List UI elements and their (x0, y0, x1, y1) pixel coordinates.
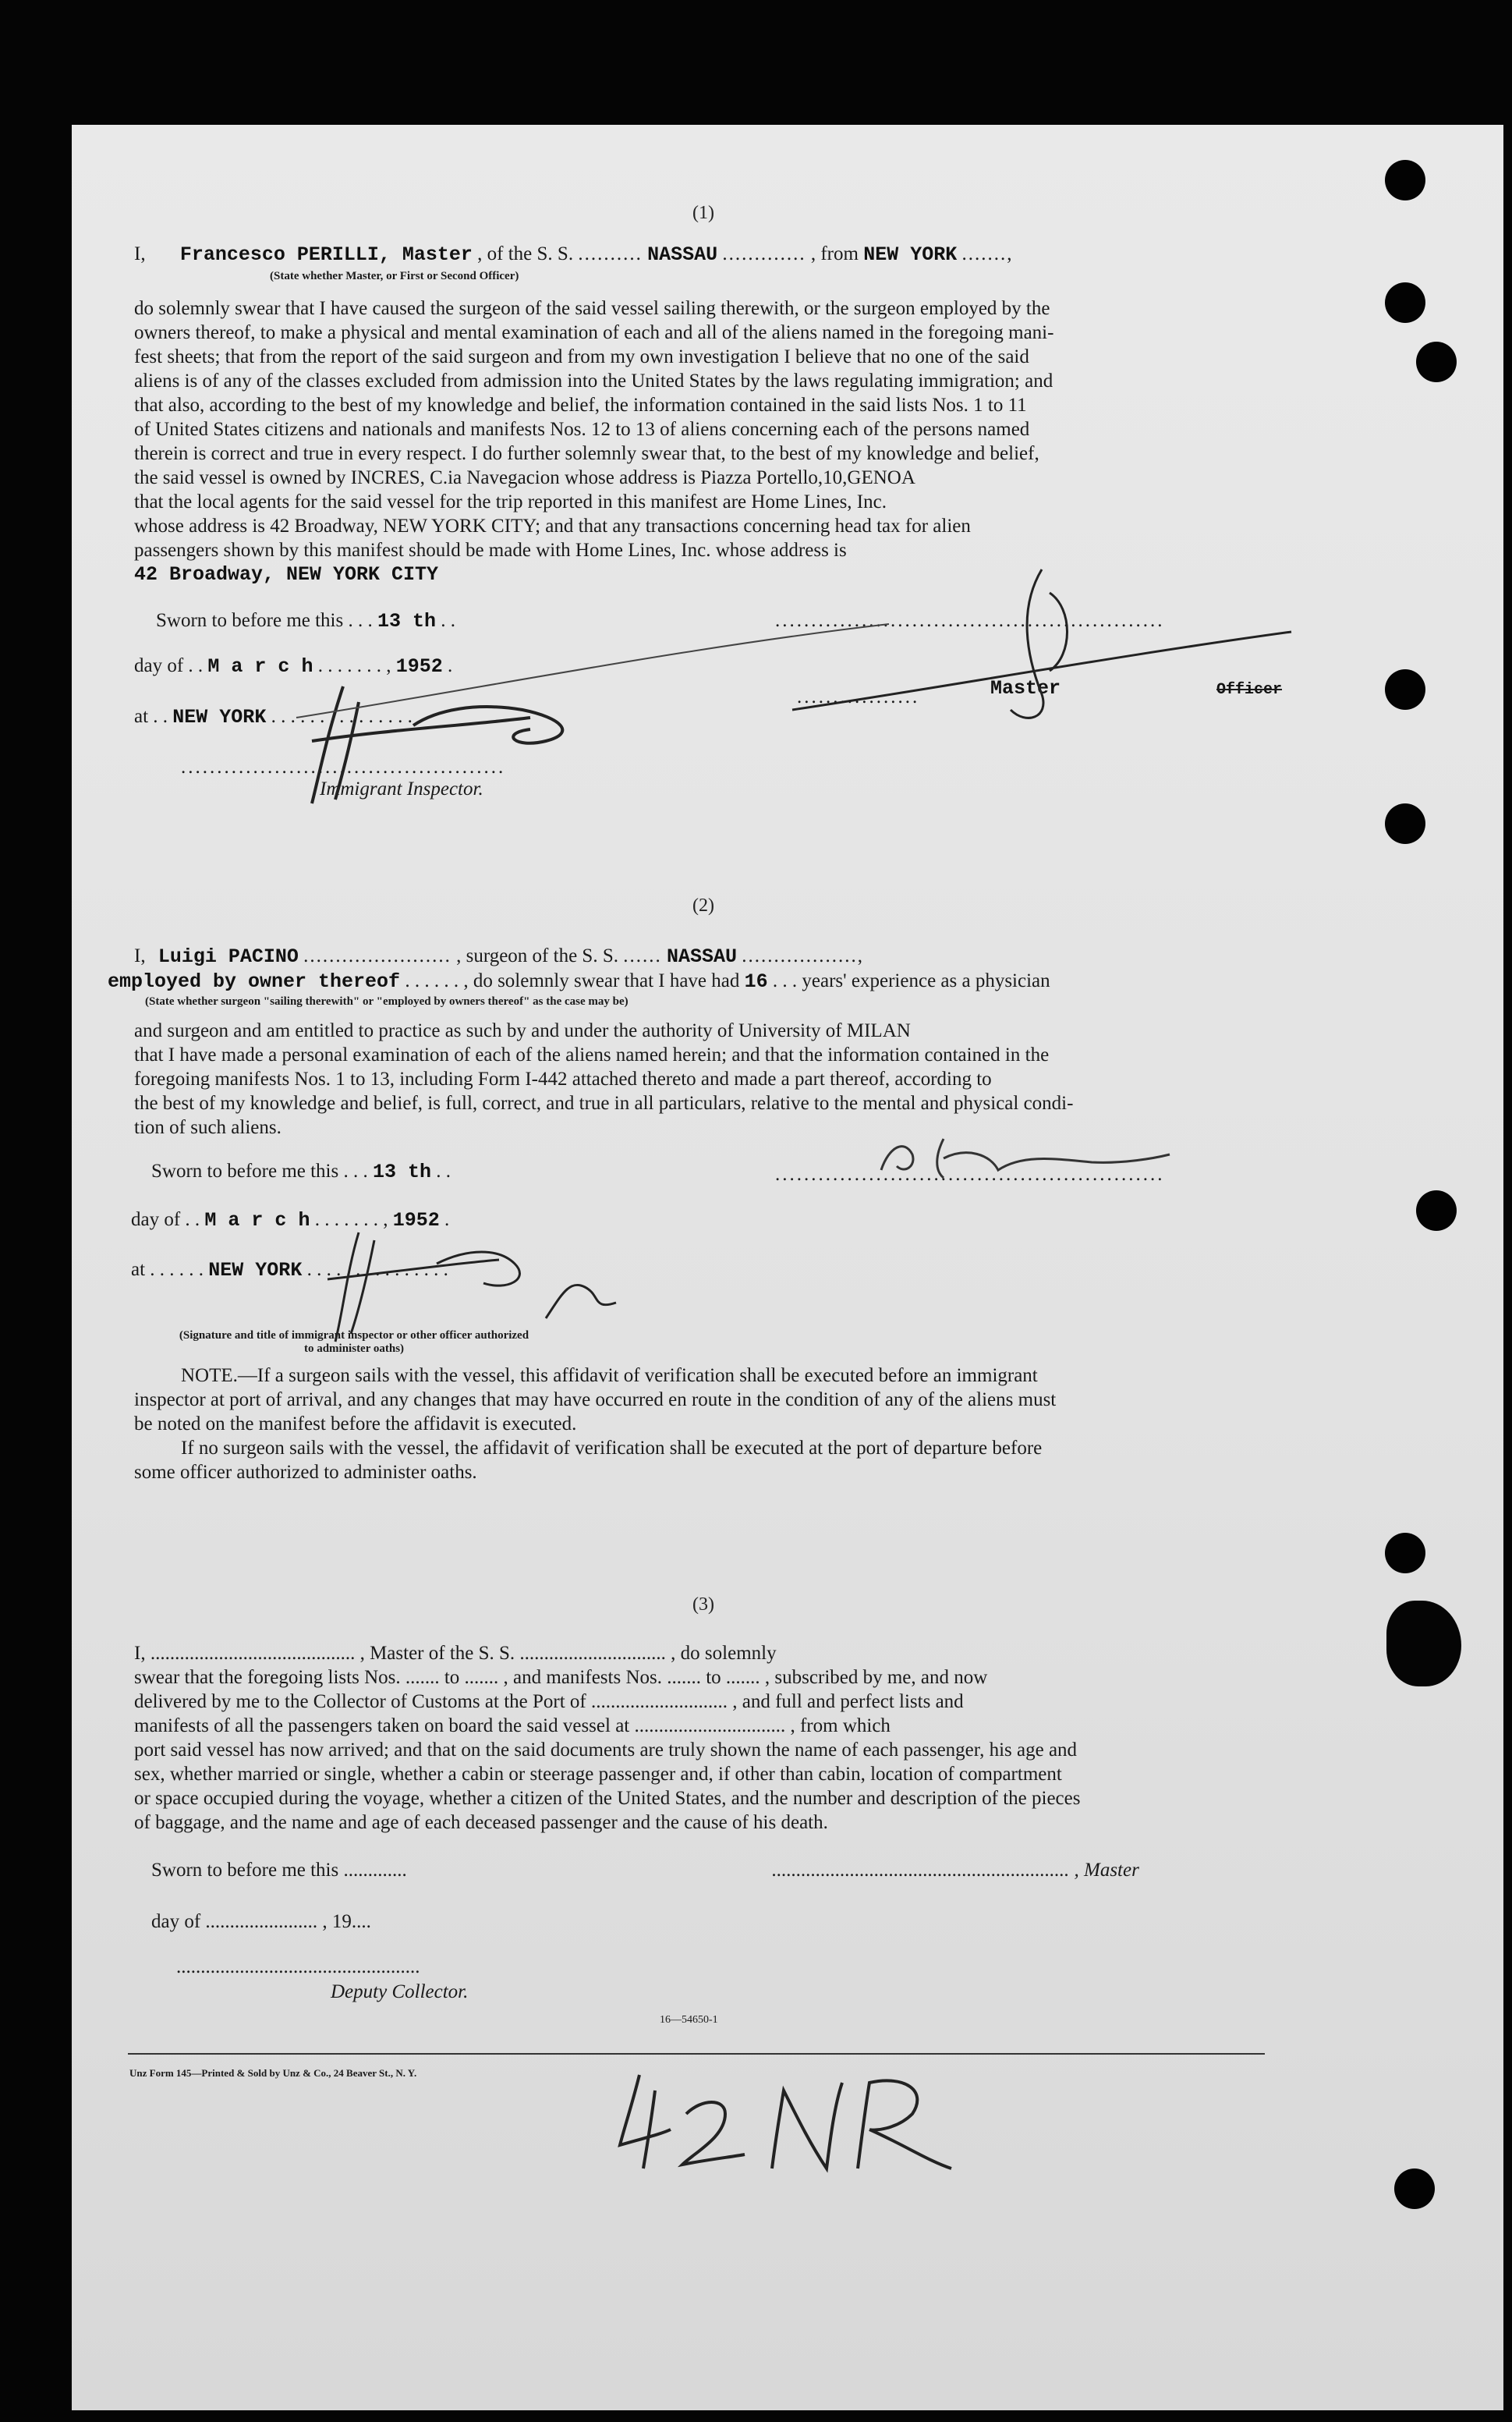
vessel-name: NASSAU (647, 243, 718, 266)
punch-hole (1385, 282, 1425, 323)
surgeon-signature (873, 1123, 1185, 1186)
body-line: fest sheets; that from the report of the said surgeon and from my own investigation I believe that no one of the said (134, 346, 1029, 367)
year: 1952 (392, 1209, 440, 1232)
master-dots: ................. (797, 686, 920, 707)
punch-hole (1385, 160, 1425, 200)
note-line: be noted on the manifest before the affidavit is executed. (134, 1413, 577, 1434)
signature-note-text: (Signature and title of immigrant inspector or other officer authorized to administer oaths) (179, 1329, 529, 1355)
inspector-dots: ............................................. (181, 757, 506, 778)
master-signature (792, 562, 1338, 718)
day-of-label: day of (131, 1209, 181, 1230)
from-label: , from (810, 243, 859, 264)
section-2-body (134, 1019, 1268, 1140)
sworn-line-1: Sworn to before me this . . . 13 th . . (156, 610, 455, 633)
year: 1952 (395, 655, 443, 678)
surgeon-signature-line: ...................................................... (775, 1164, 1165, 1185)
years-suffix: years' experience as a physician (802, 970, 1050, 991)
body-line: port said vessel has now arrived; and that on the said documents are truly shown the name of each passenger, his age and (134, 1739, 1078, 1761)
surgeon-name: Luigi PACINO (158, 945, 299, 968)
surgeon-of-label: , surgeon of the S. S. (456, 945, 618, 966)
prefix: I, (134, 243, 146, 264)
body-line: aliens is of any of the classes excluded from admission into the United States by the laws regulating immigration; and (134, 371, 1053, 392)
sworn-day: 13 th (377, 610, 436, 633)
agents-line: that the local agents for the said vessel for the trip reported in this manifest are Home Lines, Inc. (134, 491, 887, 512)
sworn-label: Sworn to before me this (156, 610, 344, 631)
employ-note: (State whether surgeon "sailing therewith" or "employed by owners thereof" as the case may be) (145, 995, 629, 1008)
body-line: delivered by me to the Collector of Customs at the Port of ............................ , and full and perfect lists and (134, 1691, 964, 1712)
master-signature-line: ...................................................... (775, 610, 1165, 631)
day-of-line-3: day of ....................... , 19.... (151, 1911, 371, 1932)
surgeon-line: I, Luigi PACINO ....................... , surgeon of the S. S. ...... NASSAU .................., (134, 945, 864, 968)
day-of-line-1: day of . . M a r c h . . . . . . . , 1952 . (134, 655, 453, 678)
years-experience: 16 (744, 970, 768, 993)
note-line: inspector at port of arrival, and any changes that may have occurred en route in the condition of any of the aliens must (134, 1389, 1057, 1410)
state-whether-note: (State whether Master, or First or Second Officer) (270, 270, 519, 282)
master-title: Master (990, 677, 1061, 700)
body-line: of baggage, and the name and age of each deceased passenger and the cause of his death. (134, 1812, 828, 1833)
note-line: some officer authorized to administer oaths. (134, 1462, 477, 1483)
departure-port: NEW YORK (863, 243, 958, 266)
employment-line: employed by owner thereof . . . . . . , do solemnly swear that I have had 16 . . . years' experience as a physician (108, 970, 1050, 993)
at-label: at (134, 706, 149, 727)
at-label: at (131, 1259, 146, 1280)
authority-line: and surgeon and am entitled to practice as such by and under the authority of University of MILAN (134, 1020, 911, 1041)
head-tax-address: 42 Broadway, NEW YORK CITY (134, 563, 439, 586)
body-line: sex, whether married or single, whether a cabin or steerage passenger and, if other than cabin, location of compartment (134, 1764, 1062, 1785)
of-ss-label: , of the S. S. (477, 243, 574, 264)
employment: employed by owner thereof (108, 970, 401, 993)
punch-hole (1394, 2168, 1435, 2209)
body-line: swear that the foregoing lists Nos. ....... to ....... , and manifests Nos. ....... to ....... , subscribed by me, and now (134, 1667, 988, 1688)
body-line: the best of my knowledge and belief, is full, correct, and true in all particulars, relative to the mental and physical condi- (134, 1093, 1074, 1114)
vessel-name: NASSAU (666, 945, 737, 968)
sworn-label: Sworn to before me this (151, 1161, 339, 1182)
edge-blotch (1386, 1601, 1461, 1686)
note-block (134, 1363, 1268, 1484)
officer-title: Officer (1216, 681, 1283, 699)
section-1-body (134, 296, 1268, 587)
note-line: If no surgeon sails with the vessel, the affidavit of verification shall be executed at the port of departure before (181, 1438, 1043, 1459)
punch-hole (1416, 342, 1457, 382)
body-line: therein is correct and true in every respect. I do further solemnly swear that, to the best of my knowledge and belief, (134, 443, 1039, 464)
section-1-number: (1) (692, 203, 714, 223)
punch-hole (1385, 1533, 1425, 1573)
day-of-label: day of (134, 655, 184, 676)
deputy-collector-label: Deputy Collector. (331, 1981, 469, 2002)
note-line: NOTE.—If a surgeon sails with the vessel, this affidavit of verification shall be executed before an immigrant (181, 1365, 1038, 1386)
punch-hole (1385, 669, 1425, 710)
place: NEW YORK (172, 706, 267, 729)
body-line: that I have made a personal examination of each of the aliens named herein; and that the information contained in the (134, 1044, 1050, 1066)
place: NEW YORK (208, 1259, 303, 1282)
punch-hole (1416, 1190, 1457, 1231)
printer-footer: Unz Form 145—Printed & Sold by Unz & Co., 24 Beaver St., N. Y. (129, 2067, 417, 2079)
month: M a r c h (204, 1209, 310, 1232)
section-3-body (134, 1641, 1268, 1835)
owner-line: the said vessel is owned by INCRES, C.ia Navegacion whose address is Piazza Portello,10,GENOA (134, 467, 915, 488)
sworn-line-3: Sworn to before me this ............. (151, 1860, 407, 1881)
footer-divider (128, 2053, 1265, 2055)
inspector-signature-2 (312, 1217, 671, 1349)
agents-address-line: whose address is 42 Broadway, NEW YORK CITY; and that any transactions concerning head tax for alien (134, 516, 971, 537)
body-line: I, .......................................... , Master of the S. S. .............................. , do solemnly (134, 1643, 777, 1664)
swear-label: , do solemnly swear that I have had (463, 970, 740, 991)
handwritten-note (608, 2059, 983, 2184)
master-line-3: ............................................................. , Master (772, 1860, 1139, 1881)
collector-dots: .................................................. (176, 1956, 420, 1977)
body-line: owners thereof, to make a physical and mental examination of each and all of the aliens named in the foregoing mani- (134, 322, 1054, 343)
month: M a r c h (207, 655, 313, 678)
prefix: I, (134, 945, 146, 966)
body-line: or space occupied during the voyage, whether a citizen of the United States, and the number and description of the pieces (134, 1788, 1081, 1809)
at-line-1: at . . NEW YORK . . . . . . . . . . . . . . . (134, 706, 413, 729)
manifest-numbers-line: foregoing manifests Nos. 1 to 13, including Form I-442 attached thereto and made a part thereof, according to (134, 1069, 992, 1090)
at-line-2: at . . . . . . NEW YORK . . . . . . . . . . . . . . . (131, 1259, 448, 1282)
body-line: do solemnly swear that I have caused the surgeon of the said vessel sailing therewith, or the surgeon employed by the (134, 298, 1050, 319)
body-line: manifests of all the passengers taken on board the said vessel at ............................... , from which (134, 1715, 891, 1736)
section-3-number: (3) (692, 1594, 714, 1615)
immigrant-inspector-label: Immigrant Inspector. (320, 778, 483, 800)
body-line: that also, according to the best of my knowledge and belief, the information contained in the said lists Nos. 1 to 11 (134, 395, 1027, 416)
body-line: of United States citizens and nationals and manifests Nos. 12 to 13 of aliens concerning each of the persons named (134, 419, 1030, 440)
body-line: tion of such aliens. (134, 1117, 282, 1138)
punch-hole (1385, 803, 1425, 844)
section-2-number: (2) (692, 895, 714, 916)
day-of-line-2: day of . . M a r c h . . . . . . . , 1952 . (131, 1209, 450, 1232)
sworn-day: 13 th (372, 1161, 431, 1183)
head-tax-line: passengers shown by this manifest should be made with Home Lines, Inc. whose address is (134, 540, 847, 561)
master-name: Francesco PERILLI, Master (179, 243, 473, 266)
sworn-line-2: Sworn to before me this . . . 13 th . . (151, 1161, 451, 1183)
form-number: 16—54650-1 (660, 2014, 718, 2026)
master-declaration-line: I, Francesco PERILLI, Master , of the S. S. .......... NASSAU ............. , from NEW YORK ......., (134, 243, 1014, 266)
